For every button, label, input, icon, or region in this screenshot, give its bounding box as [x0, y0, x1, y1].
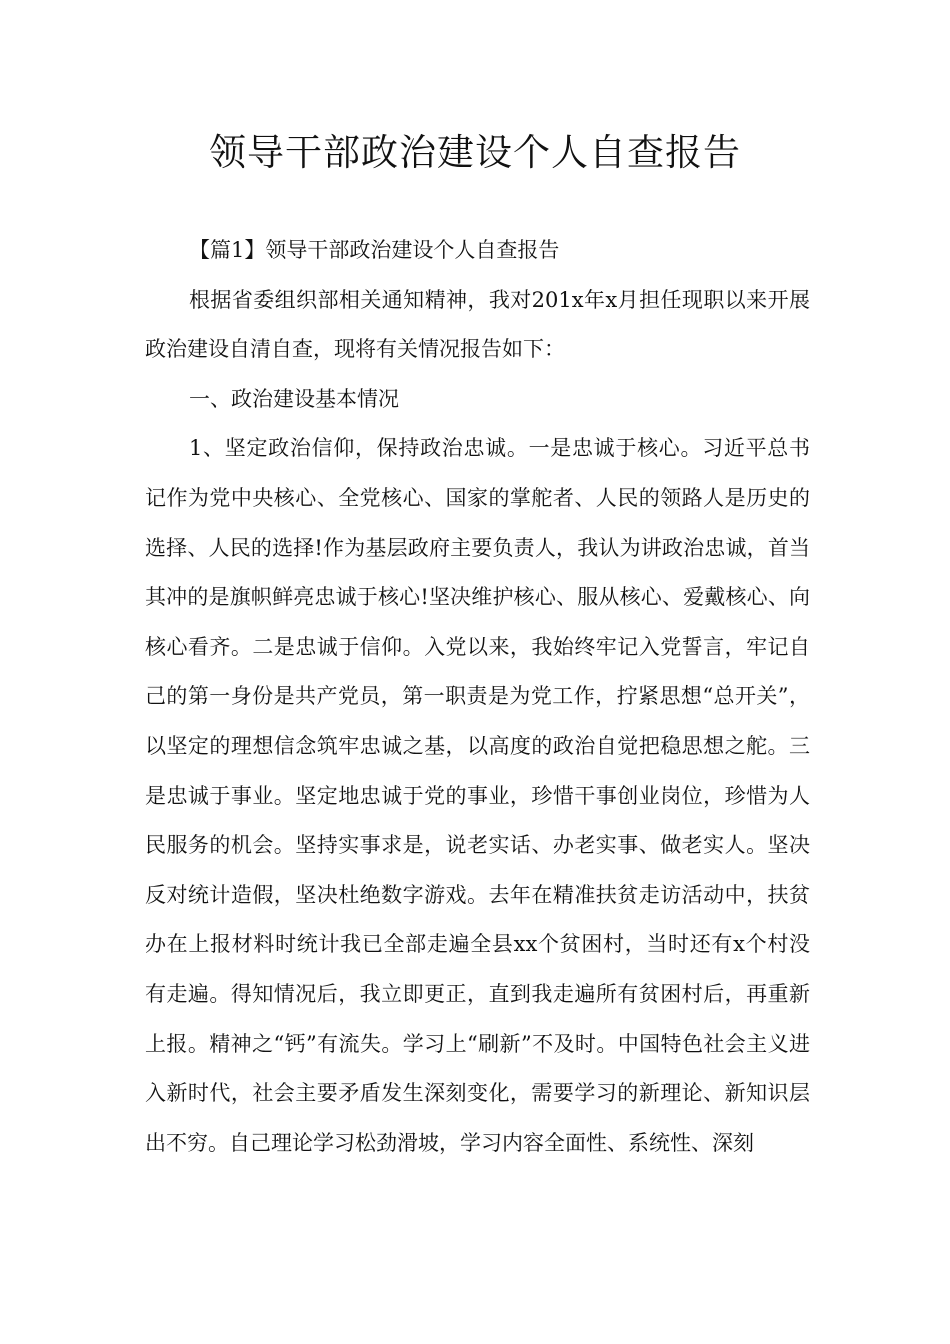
document-title: 领导干部政治建设个人自查报告 [209, 131, 741, 174]
paragraph-intro: 根据省委组织部相关通知精神，我对201x年x月担任现职以来开展政治建设自清自查，现将有关情况报告如下： [145, 287, 810, 362]
section-heading: 一、政治建设基本情况 [189, 386, 399, 411]
paragraph-main: 1、坚定政治信仰，保持政治忠诚。一是忠诚于核心。习近平总书记作为党中央核心、全党核心、国家的掌舵者、人民的领路人是历史的选择、人民的选择!作为基层政府主要负责人，我认为讲政治忠诚，首当其冲的是旗帜鲜亮忠诚于核心!坚决维护核心、服从核心、爱戴核心、向核心看齐。二是忠诚于信仰。入党以来，我始终牢记入党誓言，牢记自己的第一身份是共产党员，第一职责是为党工作，拧紧思想“总开关”，以坚定的理想信念筑牢忠诚之基，以高度的政治自觉把稳思想之舵。三是忠诚于事业。坚定地忠诚于党的事业，珍惜干事创业岗位，珍惜为人民服务的机会。坚持实事求是，说老实话、办老实事、做老实人。坚决反对统计造假，坚决杜绝数字游戏。去年在精准扶贫走访活动中，扶贫办在上报材料时统计我已全部走遍全县xx个贫困村，当时还有x个村没有走遍。得知情况后，我立即更正，直到我走遍所有贫困村后，再重新上报。精神之“钙”有流失。学习上“刷新”不及时。中国特色社会主义进入新时代，社会主要矛盾发生深刻变化，需要学习的新理论、新知识层出不穷。自己理论学习松劲滑坡，学习内容全面性、系统性、深刻 [145, 436, 810, 1155]
paragraph-heading: 【篇1】领导干部政治建设个人自查报告 [189, 238, 560, 262]
document-body [145, 226, 810, 1168]
